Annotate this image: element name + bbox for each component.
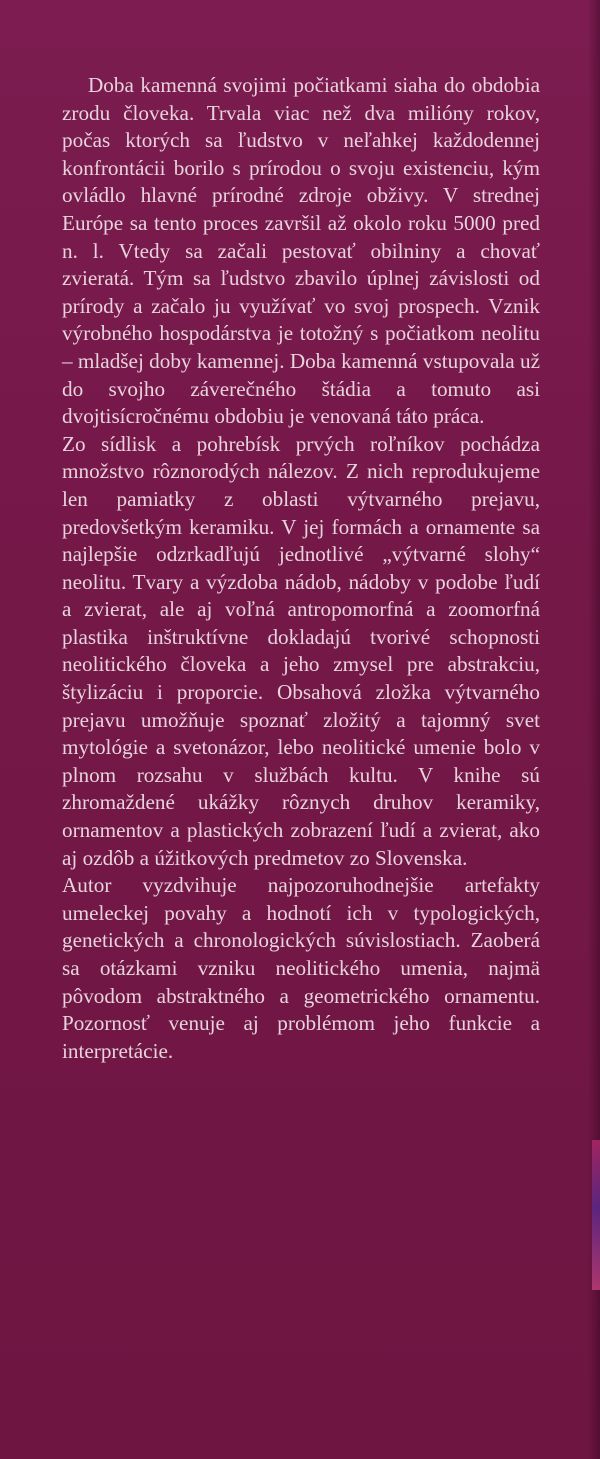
paragraph-3: Autor vyzdvihuje najpozoruhodnejšie artefakty umeleckej povahy a hodnotí ich v typologických, genetických a chronologických súvislostiach. Zaoberá sa otázkami vzniku neolitického umenia, najmä pôvodom abstraktného a geometrického ornamentu. Pozornosť venuje aj problémom jeho funkcie a interpretácie.	[62, 873, 540, 1063]
back-cover-text	[62, 72, 540, 1065]
paragraph-2: Zo sídlisk a pohrebísk prvých roľníkov pochádza množstvo rôznorodých nálezov. Z nich reprodukujeme len pamiatky z oblasti výtvarného prejavu, predovšetkým keramiku. V jej formách a ornamente sa najlepšie odzrkadľujú jednotlivé „výtvarné slohy“ neolitu. Tvary a výzdoba nádob, nádoby v podobe ľudí a zvierat, ale aj voľná antropomorfná a zoomorfná plastika inštruktívne dokladajú tvorivé schopnosti neolitického človeka a jeho zmysel pre abstrakciu, štylizáciu i proporcie. Obsahová zložka výtvarného prejavu umožňuje spoznať zložitý a tajomný svet mytológie a svetonázor, lebo neolitické umenie bolo v plnom rozsahu v službách kultu. V knihe sú zhromaždené ukážky rôznych druhov keramiky, ornamentov a plastických zobrazení ľudí a zvierat, ako aj ozdôb a úžitkových predmetov zo Slovenska.	[62, 431, 540, 870]
paragraph-1: Doba kamenná svojimi počiatkami siaha do obdobia zrodu človeka. Trvala viac než dva milióny rokov, počas ktorých sa ľudstvo v neľahkej každodennej konfrontácii borilo s prírodou o svoju existenciu, kým ovládlo hlavné prírodné zdroje obživy. V strednej Európe sa tento proces završil až okolo roku 5000 pred n. l. Vtedy sa začali pestovať obilniny a chovať zvieratá. Tým sa ľudstvo zbavilo úplnej závislosti od prírody a začalo ju využívať vo svoj prospech. Vznik výrobného hospodárstva je totožný s počiatkom neolitu – mladšej doby kamennej. Doba kamenná vstupovala už do svojho záverečného štádia a tomuto asi dvojtisícročnému obdobiu je venovaná táto práca.	[62, 73, 540, 429]
color-strip	[592, 1140, 600, 1290]
